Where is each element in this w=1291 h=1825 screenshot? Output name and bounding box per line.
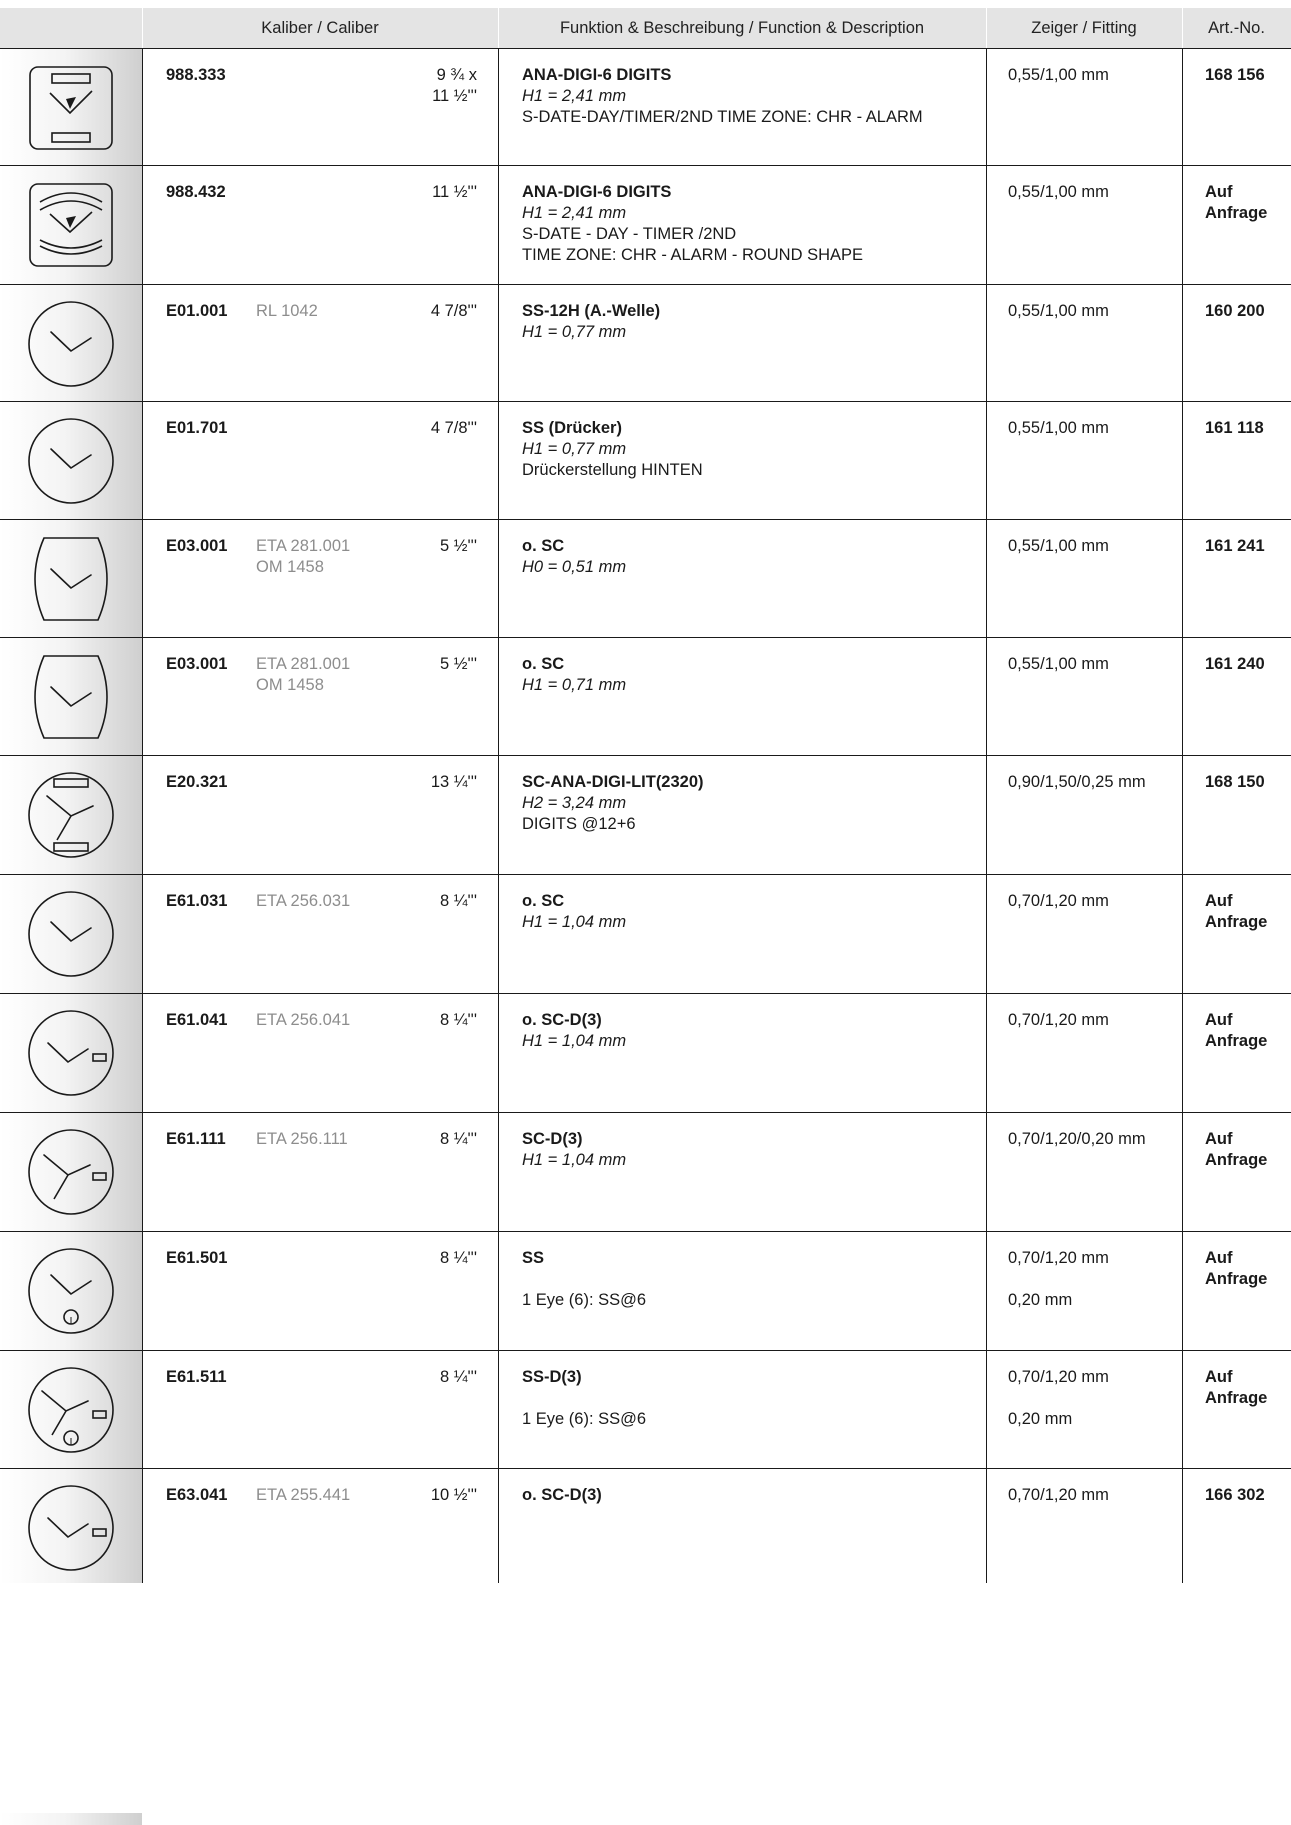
hand-fitting-line: 0,70/1,20 mm [1008, 892, 1109, 910]
column-divider [498, 520, 499, 637]
caliber-number: E01.701 [166, 419, 228, 437]
column-divider [1182, 638, 1183, 755]
hand-fitting-line: 0,70/1,20 mm [1008, 1368, 1109, 1386]
round-dial-date-icon [26, 1008, 116, 1098]
caliber-size-line: 8 ¼''' [440, 1130, 477, 1148]
round-dial-icon [26, 416, 116, 506]
column-divider [142, 285, 143, 401]
column-divider [986, 875, 987, 993]
caliber-size-line: 5 ½''' [440, 655, 477, 673]
caliber-size-line: 8 ¼''' [440, 1011, 477, 1029]
function-description [522, 1485, 982, 1506]
article-number [1205, 772, 1265, 793]
article-number [1205, 654, 1265, 675]
column-divider [1182, 1232, 1183, 1350]
function-name: o. SC [522, 892, 565, 910]
column-divider [498, 875, 499, 993]
caliber-size [390, 1010, 477, 1031]
function-name: o. SC-D(3) [522, 1486, 602, 1504]
caliber-number: E01.001 [166, 302, 228, 320]
table-row [0, 284, 1291, 401]
caliber-size-line: 8 ¼''' [440, 1249, 477, 1267]
caliber-size [390, 1485, 477, 1506]
column-divider [142, 1469, 143, 1583]
column-divider [1182, 1351, 1183, 1468]
article-number-line: 166 302 [1205, 1486, 1265, 1504]
article-number [1205, 1248, 1267, 1290]
function-name: SS-12H (A.-Welle) [522, 302, 661, 320]
hand-fitting [1008, 654, 1109, 675]
hand-fitting-line: 0,55/1,00 mm [1008, 655, 1109, 673]
article-number-line: Auf [1205, 183, 1233, 201]
hand-fitting-line: 0,55/1,00 mm [1008, 66, 1109, 84]
movement-icon-cell [0, 875, 142, 993]
column-divider [986, 520, 987, 637]
column-divider [986, 1232, 987, 1350]
hand-fitting-line [1008, 1388, 1109, 1409]
column-divider [498, 402, 499, 519]
hand-fitting-line: 0,70/1,20 mm [1008, 1249, 1109, 1267]
function-detail-line: 1 Eye (6): SS@6 [522, 1410, 647, 1428]
reference-caliber-line: ETA 281.001 [256, 655, 351, 673]
header-caliber: Kaliber / Caliber [261, 19, 379, 37]
function-description [522, 1248, 982, 1311]
movement-icon-cell [0, 1232, 142, 1350]
reference-caliber [256, 1485, 350, 1506]
column-divider [1182, 285, 1183, 401]
table-row [0, 519, 1291, 637]
movement-icon-cell [0, 402, 142, 519]
movement-icon-cell [0, 285, 142, 401]
column-divider [142, 520, 143, 637]
movement-height: H0 = 0,51 mm [522, 558, 627, 576]
article-number-line: 168 156 [1205, 66, 1265, 84]
caliber-number: E20.321 [166, 773, 228, 791]
article-number [1205, 1367, 1267, 1409]
caliber-size [390, 65, 477, 107]
movement-height: H1 = 1,04 mm [522, 1032, 627, 1050]
article-number-line: Auf [1205, 1249, 1233, 1267]
movement-icon-cell [0, 994, 142, 1112]
column-divider [1182, 1113, 1183, 1231]
article-number [1205, 891, 1267, 933]
column-divider [142, 49, 143, 165]
table-row [0, 401, 1291, 519]
caliber-size-line: 10 ½''' [430, 1486, 477, 1504]
function-detail-line: S-DATE-DAY/TIMER/2ND TIME ZONE: CHR - ALARM [522, 108, 923, 126]
column-divider [986, 285, 987, 401]
reference-caliber [256, 1010, 350, 1031]
function-name: o. SC-D(3) [522, 1011, 602, 1029]
round-digital-dial-icon [26, 770, 116, 860]
function-description [522, 1129, 982, 1171]
column-divider [142, 1351, 143, 1468]
caliber-size [390, 182, 477, 203]
function-name: o. SC [522, 655, 565, 673]
table-row [0, 1468, 1291, 1583]
column-divider [986, 166, 987, 284]
article-number [1205, 1485, 1265, 1506]
caliber-size [390, 1248, 477, 1269]
hand-fitting [1008, 418, 1109, 439]
hand-fitting-line: 0,70/1,20/0,20 mm [1008, 1130, 1146, 1148]
hand-fitting [1008, 1248, 1109, 1311]
article-number-line: 168 150 [1205, 773, 1265, 791]
article-number-line: Anfrage [1205, 1151, 1268, 1169]
article-number-line: 161 241 [1205, 537, 1265, 555]
caliber-size [390, 418, 477, 439]
movement-icon-cell [0, 1113, 142, 1231]
table-row [0, 1112, 1291, 1231]
function-description [522, 301, 982, 343]
reference-caliber-line: OM 1458 [256, 676, 324, 694]
caliber-size [390, 1129, 477, 1150]
table-row [0, 637, 1291, 755]
column-divider [498, 49, 499, 165]
function-detail-line: Drückerstellung HINTEN [522, 461, 703, 479]
caliber-size [390, 772, 477, 793]
caliber-number: E61.041 [166, 1011, 228, 1029]
article-number [1205, 418, 1264, 439]
round-dial-date-icon [26, 1483, 116, 1573]
table-row [0, 874, 1291, 993]
caliber-size [390, 891, 477, 912]
header-function: Funktion & Beschreibung / Function & Description [559, 19, 925, 37]
article-number-line: Auf [1205, 1368, 1233, 1386]
function-name: SC-D(3) [522, 1130, 583, 1148]
reference-caliber [256, 301, 318, 322]
hand-fitting [1008, 301, 1109, 322]
caliber-number: E03.001 [166, 655, 228, 673]
column-divider [498, 638, 499, 755]
hand-fitting [1008, 1485, 1109, 1506]
caliber-number: E63.041 [166, 1486, 228, 1504]
function-name: ANA-DIGI-6 DIGITS [522, 66, 672, 84]
function-description [522, 654, 982, 696]
hand-fitting [1008, 1129, 1146, 1150]
caliber-number: E61.031 [166, 892, 228, 910]
function-detail-line: TIME ZONE: CHR - ALARM - ROUND SHAPE [522, 246, 864, 264]
column-divider [498, 1113, 499, 1231]
function-detail-line: S-DATE - DAY - TIMER /2ND [522, 225, 737, 243]
article-number-line: Anfrage [1205, 1270, 1268, 1288]
movement-height: H1 = 0,77 mm [522, 323, 627, 341]
column-divider [142, 994, 143, 1112]
column-divider [498, 994, 499, 1112]
column-divider [986, 402, 987, 519]
tonneau-dial-icon [26, 652, 116, 742]
column-divider [498, 1351, 499, 1468]
table-row [0, 48, 1291, 165]
article-number-line: Anfrage [1205, 1032, 1268, 1050]
caliber-size-line: 13 ¼''' [430, 773, 477, 791]
function-name: SS [522, 1249, 545, 1267]
article-number [1205, 1129, 1267, 1171]
hand-fitting [1008, 1010, 1109, 1031]
function-description [522, 418, 982, 481]
function-detail-line [522, 1269, 982, 1290]
column-divider [986, 1469, 987, 1583]
caliber-number: E61.111 [166, 1130, 226, 1148]
caliber-size-line: 8 ¼''' [440, 892, 477, 910]
caliber-size-line: 11 ½''' [432, 183, 477, 201]
hand-fitting [1008, 891, 1109, 912]
function-detail-line: 1 Eye (6): SS@6 [522, 1291, 647, 1309]
hand-fitting-line: 0,55/1,00 mm [1008, 302, 1109, 320]
caliber-size-line: 4 7/8''' [430, 302, 477, 320]
hand-fitting-line: 0,70/1,20 mm [1008, 1011, 1109, 1029]
page-bottom-shade [0, 1813, 142, 1825]
article-number-line: 160 200 [1205, 302, 1265, 320]
hand-fitting-line: 0,55/1,00 mm [1008, 419, 1109, 437]
column-divider [1182, 756, 1183, 874]
table-row [0, 1350, 1291, 1468]
reference-caliber [256, 891, 350, 912]
caliber-number: E61.501 [166, 1249, 228, 1267]
hand-fitting-line [1008, 1269, 1109, 1290]
column-divider [1182, 402, 1183, 519]
caliber-size-line: 11 ½''' [432, 87, 477, 105]
table-row [0, 165, 1291, 284]
movement-height: H1 = 1,04 mm [522, 1151, 627, 1169]
reference-caliber [256, 654, 350, 696]
function-detail-line: DIGITS @12+6 [522, 815, 636, 833]
movement-icon-cell [0, 520, 142, 637]
table-row [0, 755, 1291, 874]
article-number-line: Anfrage [1205, 1389, 1268, 1407]
digital-curved-watch-icon [26, 180, 116, 270]
caliber-size-line: 4 7/8''' [430, 419, 477, 437]
column-divider [1182, 520, 1183, 637]
column-divider [1182, 49, 1183, 165]
column-divider [986, 994, 987, 1112]
movement-height: H1 = 0,71 mm [522, 676, 627, 694]
caliber-number: E61.511 [166, 1368, 227, 1386]
column-divider [498, 756, 499, 874]
column-divider [986, 49, 987, 165]
function-name: o. SC [522, 537, 565, 555]
article-number-line: 161 240 [1205, 655, 1265, 673]
table-row [0, 1231, 1291, 1350]
column-divider [986, 756, 987, 874]
hand-fitting [1008, 65, 1109, 86]
article-number-line: Anfrage [1205, 913, 1268, 931]
column-divider [142, 875, 143, 993]
caliber-number: 988.333 [166, 66, 226, 84]
round-dial-subseconds-date-icon [26, 1365, 116, 1455]
function-name: SS (Drücker) [522, 419, 622, 437]
column-divider [1182, 994, 1183, 1112]
article-number [1205, 536, 1265, 557]
caliber-number: 988.432 [166, 183, 226, 201]
hand-fitting-line: 0,20 mm [1008, 1410, 1073, 1428]
movement-icon-cell [0, 756, 142, 874]
header-fitting: Zeiger / Fitting [1031, 19, 1137, 37]
column-divider [1182, 1469, 1183, 1583]
column-divider [142, 402, 143, 519]
reference-caliber-line: ETA 256.111 [256, 1130, 348, 1148]
hand-fitting [1008, 1367, 1109, 1430]
function-name: SC-ANA-DIGI-LIT(2320) [522, 773, 704, 791]
movement-icon-cell [0, 49, 142, 165]
article-number-line: 161 118 [1205, 419, 1264, 437]
reference-caliber-line: ETA 256.031 [256, 892, 351, 910]
hand-fitting [1008, 772, 1146, 793]
column-divider [1182, 875, 1183, 993]
hand-fitting-line: 0,90/1,50/0,25 mm [1008, 773, 1146, 791]
hand-fitting [1008, 182, 1109, 203]
caliber-size [390, 536, 477, 557]
reference-caliber-line: RL 1042 [256, 302, 318, 320]
column-divider [986, 1351, 987, 1468]
caliber-size [390, 301, 477, 322]
movement-icon-cell [0, 166, 142, 284]
function-description [522, 891, 982, 933]
movement-height: H1 = 2,41 mm [522, 87, 627, 105]
column-divider [142, 756, 143, 874]
function-description [522, 772, 982, 835]
article-number [1205, 1010, 1267, 1052]
digital-square-watch-icon [26, 63, 116, 153]
function-description [522, 1010, 982, 1052]
article-number-line: Auf [1205, 1011, 1233, 1029]
function-description [522, 1367, 982, 1430]
round-dial-seconds-date-icon [26, 1127, 116, 1217]
column-divider [498, 166, 499, 284]
caliber-size-line: 5 ½''' [440, 537, 477, 555]
round-dial-subseconds-icon [26, 1246, 116, 1336]
round-dial-icon [26, 299, 116, 389]
column-divider [142, 1232, 143, 1350]
hand-fitting-line: 0,55/1,00 mm [1008, 537, 1109, 555]
function-detail-line [522, 1388, 982, 1409]
article-number-line: Anfrage [1205, 204, 1268, 222]
column-divider [986, 1113, 987, 1231]
hand-fitting [1008, 536, 1109, 557]
caliber-size-line: 9 ¾ x [436, 66, 477, 84]
column-divider [142, 166, 143, 284]
movement-height: H2 = 3,24 mm [522, 794, 627, 812]
article-number-line: Auf [1205, 1130, 1233, 1148]
movement-height: H1 = 0,77 mm [522, 440, 627, 458]
table-body [0, 48, 1291, 1583]
hand-fitting-line: 0,55/1,00 mm [1008, 183, 1109, 201]
reference-caliber-line: ETA 255.441 [256, 1486, 351, 1504]
function-name: SS-D(3) [522, 1368, 582, 1386]
movement-height: H1 = 1,04 mm [522, 913, 627, 931]
function-description [522, 182, 982, 266]
column-divider [498, 1232, 499, 1350]
article-number [1205, 65, 1265, 86]
column-divider [498, 285, 499, 401]
reference-caliber-line: OM 1458 [256, 558, 324, 576]
movement-icon-cell [0, 1351, 142, 1468]
column-divider [142, 1113, 143, 1231]
tonneau-dial-icon [26, 534, 116, 624]
function-name: ANA-DIGI-6 DIGITS [522, 183, 672, 201]
column-divider [142, 638, 143, 755]
reference-caliber-line: ETA 256.041 [256, 1011, 351, 1029]
column-divider [1182, 166, 1183, 284]
reference-caliber-line: ETA 281.001 [256, 537, 351, 555]
reference-caliber [256, 1129, 348, 1150]
movement-icon-cell [0, 1469, 142, 1583]
article-number-line: Auf [1205, 892, 1233, 910]
function-description [522, 65, 982, 128]
table-header [0, 8, 1291, 48]
caliber-size [390, 654, 477, 675]
function-description [522, 536, 982, 578]
article-number [1205, 182, 1267, 224]
caliber-number: E03.001 [166, 537, 228, 555]
hand-fitting-line: 0,70/1,20 mm [1008, 1486, 1109, 1504]
column-divider [986, 638, 987, 755]
reference-caliber [256, 536, 350, 578]
column-divider [498, 1469, 499, 1583]
movement-icon-cell [0, 638, 142, 755]
caliber-size-line: 8 ¼''' [440, 1368, 477, 1386]
hand-fitting-line: 0,20 mm [1008, 1291, 1073, 1309]
round-dial-icon [26, 889, 116, 979]
article-number [1205, 301, 1265, 322]
movement-height: H1 = 2,41 mm [522, 204, 627, 222]
header-art-no: Art.-No. [1208, 19, 1265, 37]
table-row [0, 993, 1291, 1112]
caliber-table [0, 8, 1291, 1583]
caliber-size [390, 1367, 477, 1388]
